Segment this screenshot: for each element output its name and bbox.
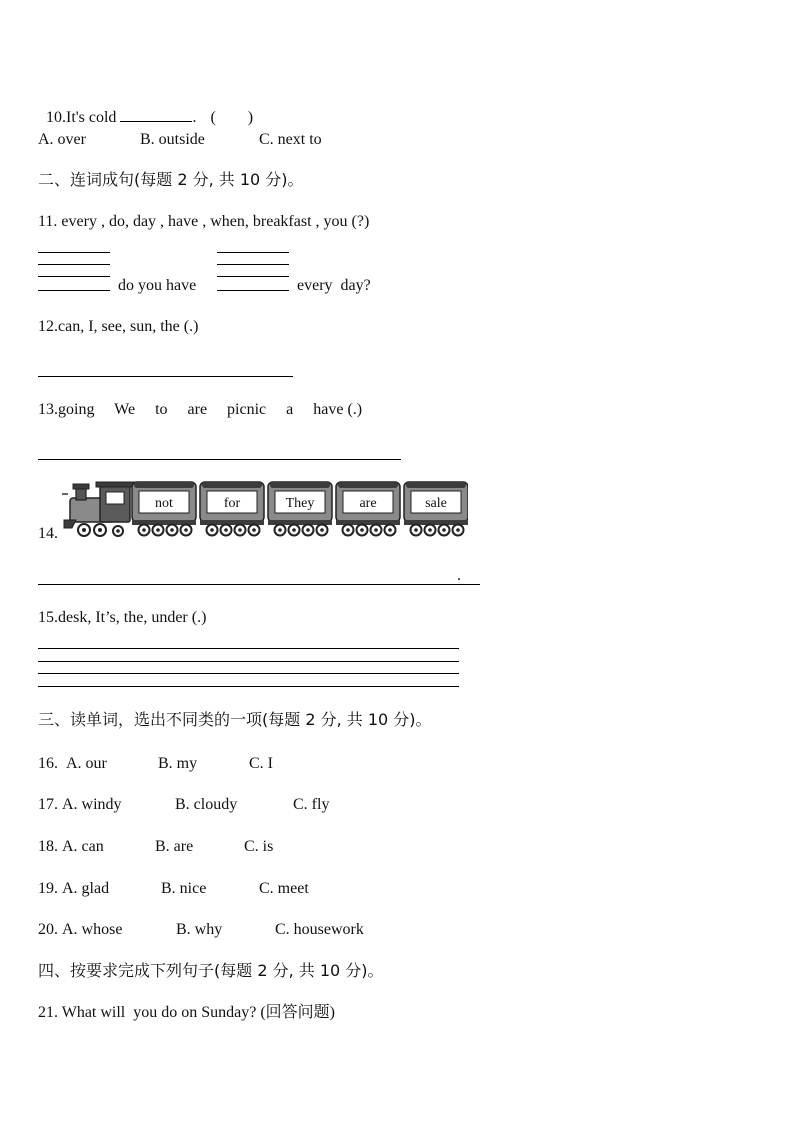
q16-option-a[interactable]: A. our — [66, 755, 107, 772]
train-car-1 — [132, 482, 196, 536]
q11-blank-1-line-4[interactable] — [38, 290, 110, 291]
word-card-text-1: not — [155, 496, 173, 511]
q19-option-b[interactable]: B. nice — [161, 880, 207, 897]
q11-blank-2-line-3[interactable] — [217, 276, 289, 277]
train-car-5 — [404, 482, 468, 536]
q17-number: 17. — [38, 796, 58, 813]
q11-blank-2-line-1[interactable] — [217, 252, 289, 253]
q17-option-b[interactable]: B. cloudy — [175, 796, 238, 813]
q12-stem: 12.can, I, see, sun, the (.) — [38, 318, 199, 335]
q11-blank-1-line-3[interactable] — [38, 276, 110, 277]
q18-option-c[interactable]: C. is — [244, 838, 274, 855]
q10-period: . — [192, 109, 197, 126]
q14-number: 14. — [38, 525, 58, 542]
q19-number: 19. — [38, 880, 58, 897]
q10-answer-paren[interactable]: ( ) — [210, 109, 254, 126]
q10-line — [38, 88, 253, 128]
word-card-text-4: are — [359, 496, 377, 511]
q13-answer-line[interactable] — [38, 459, 401, 460]
q10-option-a[interactable]: A. over — [38, 131, 86, 148]
q19-option-c[interactable]: C. meet — [259, 880, 309, 897]
q19-option-a[interactable]: A. glad — [62, 880, 110, 897]
q14-period: . — [457, 567, 461, 584]
q11-mid-text: do you have — [118, 277, 197, 294]
q20-option-c[interactable]: C. housework — [275, 921, 364, 938]
q18-option-b[interactable]: B. are — [155, 838, 194, 855]
q15-line-3[interactable] — [38, 673, 459, 674]
word-card-text-3: They — [285, 496, 315, 511]
word-card-text-2: for — [223, 496, 241, 511]
word-train — [62, 478, 468, 540]
train-car-2 — [200, 482, 264, 536]
q18-option-a[interactable]: A. can — [62, 838, 104, 855]
q11-blank-2-line-4[interactable] — [217, 290, 289, 291]
q15-line-2[interactable] — [38, 661, 459, 662]
section4-title: 四、按要求完成下列句子(每题 2 分, 共 10 分)。 — [38, 961, 384, 980]
q21-stem: 21. What will you do on Sunday? (回答问题) — [38, 1004, 336, 1021]
train-car-4 — [336, 482, 400, 536]
q11-end-text: every day? — [297, 277, 371, 294]
q15-line-1[interactable] — [38, 648, 459, 649]
q11-stem: 11. every , do, day , have , when, breakfast , you (?) — [38, 213, 370, 230]
q16-option-c[interactable]: C. I — [249, 755, 273, 772]
word-card-text-5: sale — [425, 496, 447, 511]
section3-title: 三、读单词，选出不同类的一项(每题 2 分, 共 10 分)。 — [38, 710, 432, 729]
q10-option-b[interactable]: B. outside — [140, 131, 205, 148]
q15-stem: 15.desk, It’s, the, under (.) — [38, 609, 207, 626]
q20-option-b[interactable]: B. why — [176, 921, 223, 938]
q10-option-c[interactable]: C. next to — [259, 131, 322, 148]
q10-stem: 10.It's cold — [46, 109, 117, 126]
q18-number: 18. — [38, 838, 58, 855]
q10-blank[interactable] — [120, 121, 192, 122]
q20-option-a[interactable]: A. whose — [62, 921, 123, 938]
q17-option-c[interactable]: C. fly — [293, 796, 330, 813]
q17-option-a[interactable]: A. windy — [62, 796, 122, 813]
q16-option-b[interactable]: B. my — [158, 755, 198, 772]
q16-number: 16. — [38, 755, 58, 772]
q12-answer-line[interactable] — [38, 376, 293, 377]
q13-stem: 13.going We to are picnic a have (.) — [38, 401, 363, 418]
train-car-3 — [268, 482, 332, 536]
q14-answer-line[interactable] — [38, 584, 480, 585]
q11-blank-1-line-2[interactable] — [38, 264, 110, 265]
q11-blank-1-line-1[interactable] — [38, 252, 110, 253]
q20-number: 20. — [38, 921, 58, 938]
section2-title: 二、连词成句(每题 2 分, 共 10 分)。 — [38, 170, 304, 189]
locomotive-icon — [62, 482, 134, 536]
q11-blank-2-line-2[interactable] — [217, 264, 289, 265]
q15-line-4[interactable] — [38, 686, 459, 687]
